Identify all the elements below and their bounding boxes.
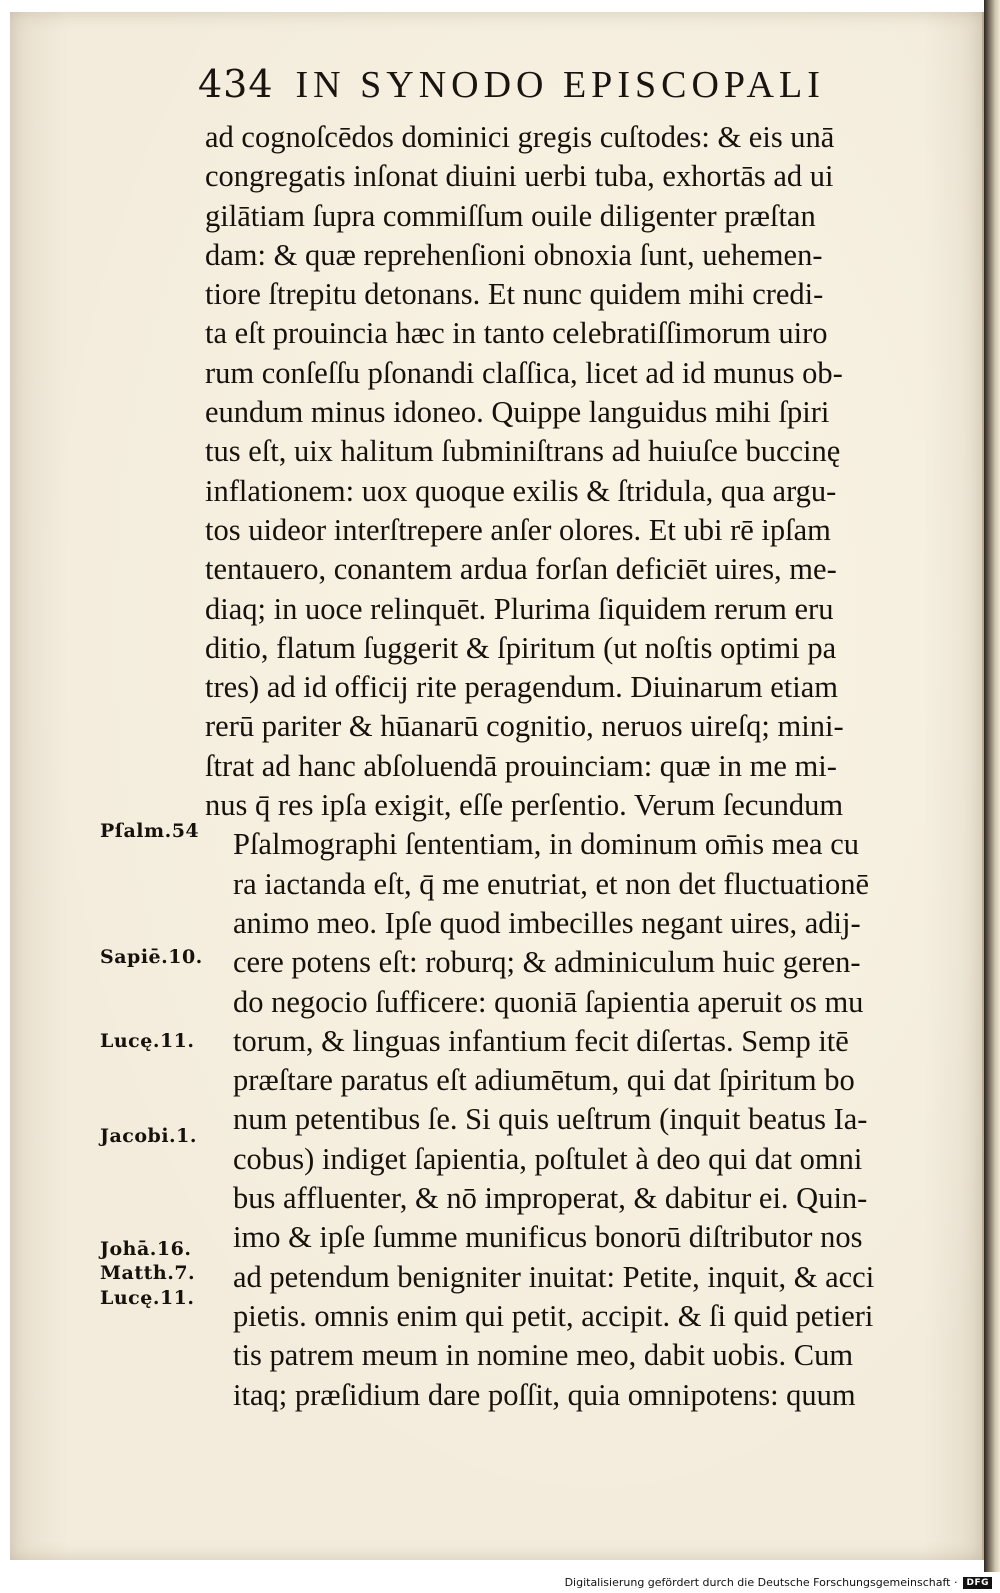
- text-line: ditio, flatum ſuggerit & ſpiritum (ut noſtis optimi pa: [205, 630, 837, 665]
- text-line: Pſalmographi ſententiam, in dominum om̄is mea cu: [233, 827, 859, 862]
- text-line: ſtrat ad hanc abſoluendā prouinciam: quæ in me mi-: [205, 748, 837, 783]
- text-line: ta eſt prouincia hæc in tanto celebratiſſimorum uiro: [205, 316, 828, 351]
- text-line: rerū pariter & hūanarū cognitio, neruos uireſq; mini-: [205, 709, 844, 744]
- text-line: ra iactanda eſt, q̄ me enutriat, et non det fluctuationē: [233, 866, 870, 901]
- page-number: 434: [198, 62, 274, 106]
- text-line: præſtare paratus eſt adiumētum, qui dat ſpiritum bo: [233, 1063, 855, 1098]
- margin-note-jacobi: Jacobi.1.: [100, 1125, 197, 1147]
- text-line: rum conſeſſu pſonandi claſſica, licet ad id munus ob-: [205, 355, 843, 390]
- margin-note-luke: Lucę.11.: [100, 1030, 195, 1052]
- text-line: bus affluenter, & nō improperat, & dabitur ei. Quin-: [233, 1181, 868, 1216]
- text-line: do negocio ſufficere: quoniā ſapientia aperuit os mu: [233, 984, 864, 1019]
- text-line: diaq; in uoce relinquēt. Plurima ſiquidem rerum eru: [205, 591, 834, 626]
- text-line: tos uideor interſtrepere anſer olores. Et ubi rē ipſam: [205, 512, 831, 547]
- text-line: dam: & quæ reprehenſioni obnoxia ſunt, uehemen-: [205, 237, 823, 272]
- margin-note-matthew: Matth.7.: [100, 1262, 196, 1284]
- text-line: ad petendum benigniter inuitat: Petite, inquit, & acci: [233, 1259, 875, 1294]
- text-line: tiore ſtrepitu detonans. Et nunc quidem mihi credi-: [205, 277, 824, 312]
- text-line: tis patrem meum in nomine meo, dabit uobis. Cum: [233, 1338, 854, 1373]
- text-line: cobus) indiget ſapientia, poſtulet à deo qui dat omni: [233, 1141, 863, 1176]
- running-title: IN SYNODO EPISCOPALI: [295, 64, 825, 106]
- margin-note-sapientia: Sapiē.10.: [100, 946, 203, 968]
- text-line: tres) ad id officij rite peragendum. Diuinarum etiam: [205, 670, 838, 705]
- text-line: ad cognoſcēdos dominici gregis cuſtodes: & eis unā: [205, 120, 835, 154]
- body-text: [205, 118, 975, 1415]
- text-line: torum, & linguas infantium fecit diſertas. Semp itē: [233, 1023, 849, 1058]
- page-header: [198, 62, 958, 114]
- text-line: imo & ipſe ſumme munificus bonorū diſtributor nos: [233, 1220, 863, 1255]
- page-edge: [984, 0, 1000, 1572]
- text-line: congregatis inſonat diuini uerbi tuba, exhortās ad ui: [205, 159, 834, 194]
- margin-note-john: Johā.16.: [100, 1238, 192, 1260]
- text-line: cere potens eſt: roburq; & adminiculum huic geren-: [233, 945, 861, 980]
- text-line: eundum minus idoneo. Quippe languidus mihi ſpiri: [205, 395, 830, 430]
- text-line: tentauero, conantem ardua forſan deficiēt uires, me-: [205, 552, 837, 587]
- text-line: gilātiam ſupra commiſſum ouile diligenter præſtan: [205, 198, 816, 233]
- dfg-logo: DFG: [963, 1577, 992, 1589]
- text-line: itaq; præſidium dare poſſit, quia omnipotens: quum: [233, 1377, 856, 1412]
- text-line: tus eſt, uix halitum ſubminiſtrans ad huiuſce buccinę: [205, 434, 841, 469]
- text-line: num petentibus ſe. Si quis ueſtrum (inquit beatus Ia-: [233, 1102, 868, 1137]
- text-line: nus q̄ res ipſa exigit, eſſe perſentio. Verum ſecundum: [205, 788, 844, 823]
- funding-credit: Digitalisierung gefördert durch die Deutsche Forschungsgemeinschaft ·: [564, 1576, 958, 1589]
- margin-note-luke-2: Lucę.11.: [100, 1287, 195, 1309]
- digitization-footer: [0, 1572, 1000, 1593]
- text-line: animo meo. Ipſe quod imbecilles negant uires, adij-: [233, 905, 861, 940]
- margin-note-psalm: Pſalm.54: [100, 820, 200, 842]
- text-line: inflationem: uox quoque exilis & ſtridula, qua argu-: [205, 473, 837, 508]
- text-line: pietis. omnis enim qui petit, accipit. & ſi quid petieri: [233, 1298, 874, 1333]
